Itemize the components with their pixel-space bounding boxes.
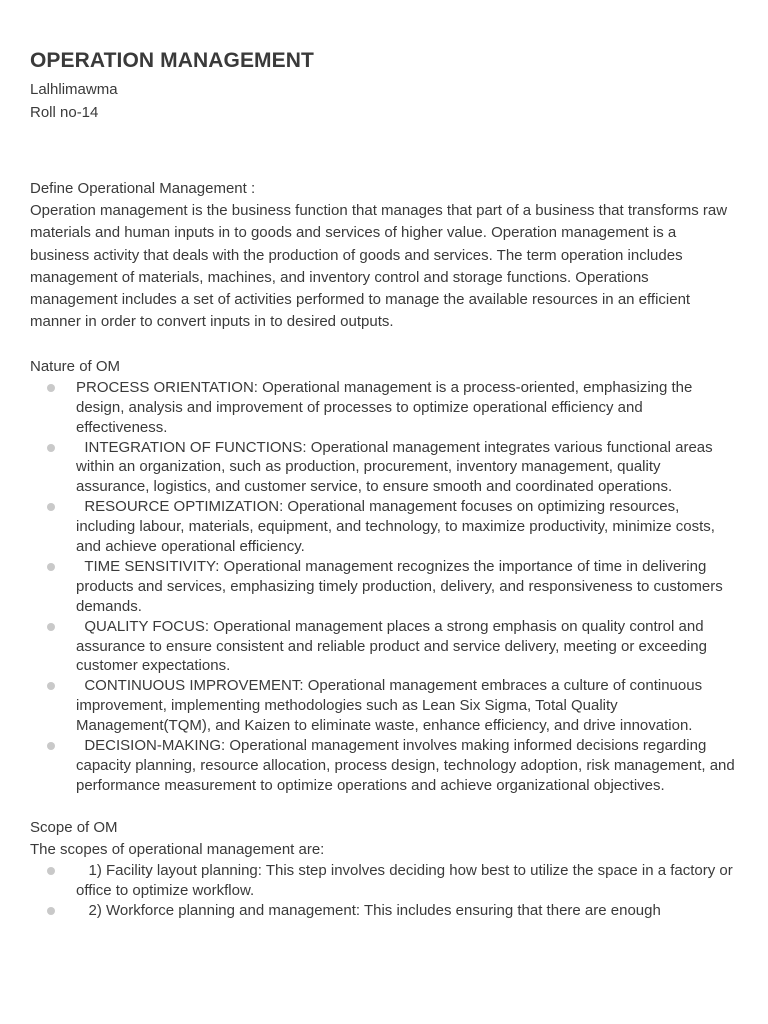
scope-item-text: 1) Facility layout planning: This step involves deciding how best to utilize the space in a factory or office to optimize workflow.	[76, 862, 737, 900]
nature-heading: Nature of OM	[30, 357, 121, 375]
nature-item-text: CONTINUOUS IMPROVEMENT: Operational management embraces a culture of continuous improvement, implementing methodologies such as Lean Six Sigma, Total Quality Management(TQM), and Kaizen to eliminate waste, enhance efficiency, and drive innovation.	[76, 677, 707, 735]
roll-number: Roll no-14	[30, 104, 99, 121]
nature-item-text: TIME SENSITIVITY: Operational management recognizes the importance of time in delivering products and services, emphasizing timely production, delivery, and responsiveness to customers demands.	[76, 557, 727, 615]
bullet-icon	[47, 384, 55, 392]
scope-section	[30, 817, 738, 921]
list-item	[30, 497, 738, 557]
bullet-icon	[47, 623, 55, 631]
bullet-icon	[47, 907, 55, 915]
list-item	[30, 378, 738, 438]
define-heading: Define Operational Management :	[30, 180, 256, 197]
nature-item-text: DECISION-MAKING: Operational management involves making informed decisions regarding capacity planning, resource allocation, process design, technology adoption, risk management, and performance measurement to optimize operations and achieve organizational objectives.	[76, 737, 739, 794]
define-section	[30, 178, 738, 334]
nature-section	[30, 356, 738, 796]
bullet-icon	[47, 503, 55, 511]
nature-item-text: QUALITY FOCUS: Operational management places a strong emphasis on quality control and assurance to ensure consistent and reliable product and service delivery, meeting or exceeding customer expectations.	[76, 617, 712, 675]
author-info	[30, 78, 738, 124]
list-item	[30, 557, 738, 617]
bullet-icon	[47, 444, 55, 452]
define-paragraph: Operation management is the business function that manages that part of a business that transforms raw materials and human inputs in to goods and services of higher value. Operation management is a business activity that deals with the production of goods and services. The term operation includes management of materials, machines, and inventory control and storage functions. Operations management includes a set of activities performed to manage the available resources in an efficient manner in order to convert inputs in to desired outputs.	[30, 202, 728, 331]
list-item	[30, 617, 738, 677]
list-item	[30, 736, 738, 796]
scope-heading: Scope of OM	[30, 818, 118, 836]
nature-item-text: INTEGRATION OF FUNCTIONS: Operational management integrates various functional areas within an organization, such as production, procurement, inventory management, quality assurance, logistics, and customer service, to ensure smooth and coordinated operations.	[76, 438, 717, 496]
bullet-icon	[47, 742, 55, 750]
list-item	[30, 438, 738, 498]
bullet-icon	[47, 867, 55, 875]
bullet-icon	[47, 563, 55, 571]
nature-item-text: RESOURCE OPTIMIZATION: Operational management focuses on optimizing resources, including labour, materials, equipment, and technology, to maximize productivity, minimize costs, and achieve operational efficiency.	[76, 498, 720, 556]
list-item	[30, 901, 738, 921]
scope-intro: The scopes of operational management are:	[30, 840, 325, 858]
nature-list	[30, 378, 738, 796]
list-item	[30, 676, 738, 736]
author-name: Lalhlimawma	[30, 81, 118, 98]
bullet-icon	[47, 682, 55, 690]
scope-item-text: 2) Workforce planning and management: This includes ensuring that there are enough	[76, 902, 661, 920]
scope-list	[30, 861, 738, 921]
list-item	[30, 861, 738, 901]
document-title: OPERATION MANAGEMENT	[30, 49, 314, 72]
nature-item-text: PROCESS ORIENTATION: Operational management is a process-oriented, emphasizing the design, analysis and improvement of processes to optimize operational efficiency and effectiveness.	[76, 378, 697, 436]
